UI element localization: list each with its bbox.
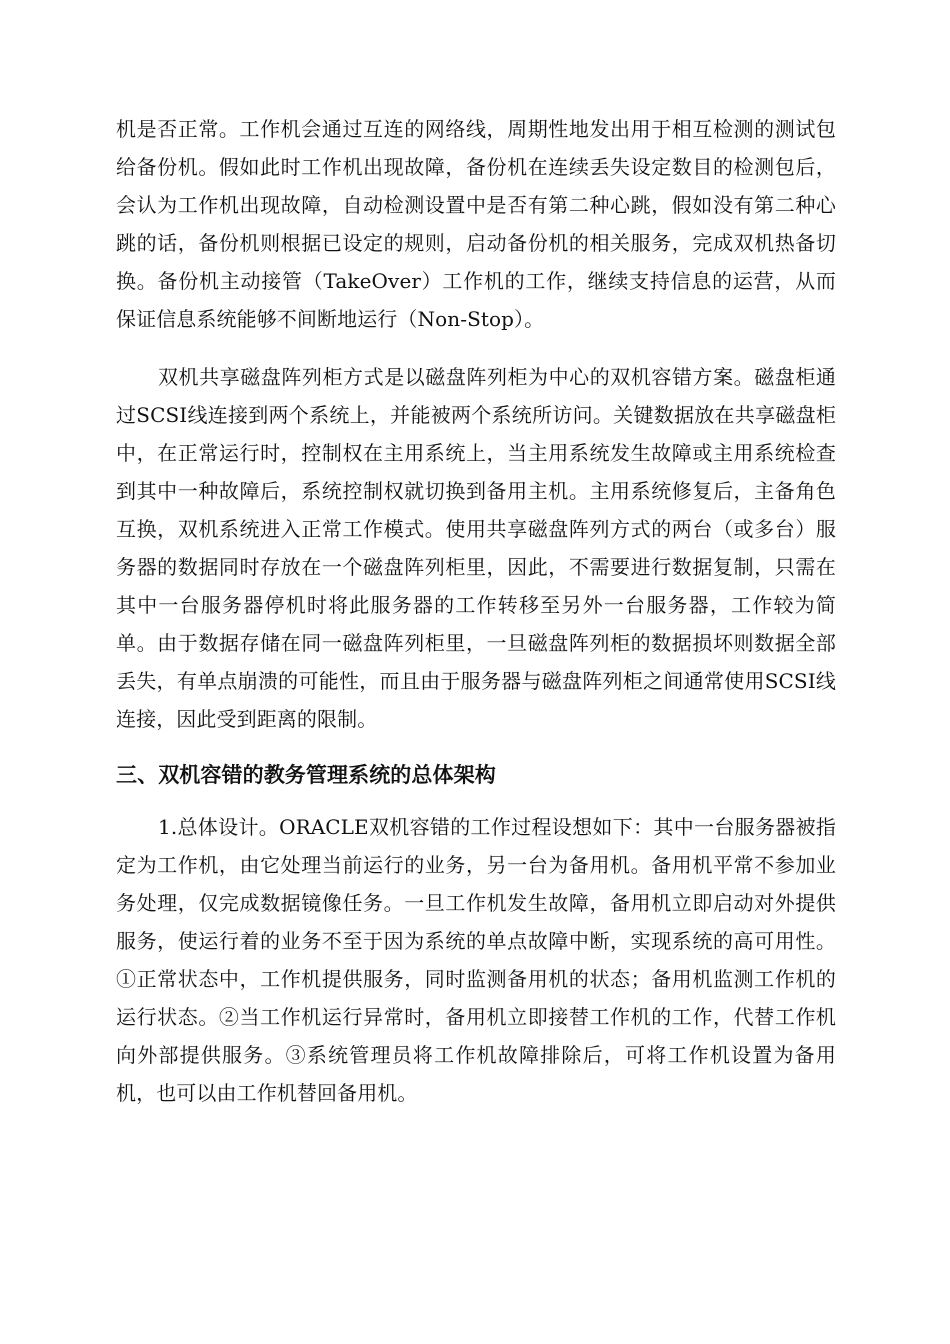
document-body — [116, 110, 836, 1112]
overall-design-paragraph: 1.总体设计。ORACLE双机容错的工作过程设想如下：其中一台服务器被指定为工作机，由它处理当前运行的业务，另一台为备用机。备用机平常不参加业务处理，仅完成数据镜像任务。一旦工作机发生故障，备用机立即启动对外提供服务，使运行着的业务不至于因为系统的单点故障中断，实现系统的高可用性。①正常状态中，工作机提供服务，同时监测备用机的状态；备用机监测工作机的运行状态。②当工作机运行异常时，备用机立即接替工作机的工作，代替工作机向外部提供服务。③系统管理员将工作机故障排除后，可将工作机设置为备用机，也可以由工作机替回备用机。 — [116, 815, 836, 1105]
section-heading: 三、双机容错的教务管理系统的总体架构 — [116, 763, 496, 787]
continuation-paragraph: 机是否正常。工作机会通过互连的网络线，周期性地发出用于相互检测的测试包给备份机。假如此时工作机出现故障，备份机在连续丢失设定数目的检测包后，会认为工作机出现故障，自动检测设置中是否有第二种心跳，假如没有第二种心跳的话，备份机则根据已设定的规则，启动备份机的相关服务，完成双机热备切换。备份机主动接管（TakeOver）工作机的工作，继续支持信息的运营，从而保证信息系统能够不间断地运行（Non-Stop）。 — [116, 117, 836, 331]
shared-disk-paragraph: 双机共享磁盘阵列柜方式是以磁盘阵列柜为中心的双机容错方案。磁盘柜通过SCSI线连接到两个系统上，并能被两个系统所访问。关键数据放在共享磁盘柜中，在正常运行时，控制权在主用系统上，当主用系统发生故障或主用系统检查到其中一种故障后，系统控制权就切换到备用主机。主用系统修复后，主备角色互换，双机系统进入正常工作模式。使用共享磁盘阵列方式的两台（或多台）服务器的数据同时存放在一个磁盘阵列柜里，因此，不需要进行数据复制，只需在其中一台服务器停机时将此服务器的工作转移至另外一台服务器，工作较为简单。由于数据存储在同一磁盘阵列柜里，一旦磁盘阵列柜的数据损坏则数据全部丢失，有单点崩溃的可能性，而且由于服务器与磁盘阵列柜之间通常使用SCSI线连接，因此受到距离的限制。 — [116, 365, 836, 731]
